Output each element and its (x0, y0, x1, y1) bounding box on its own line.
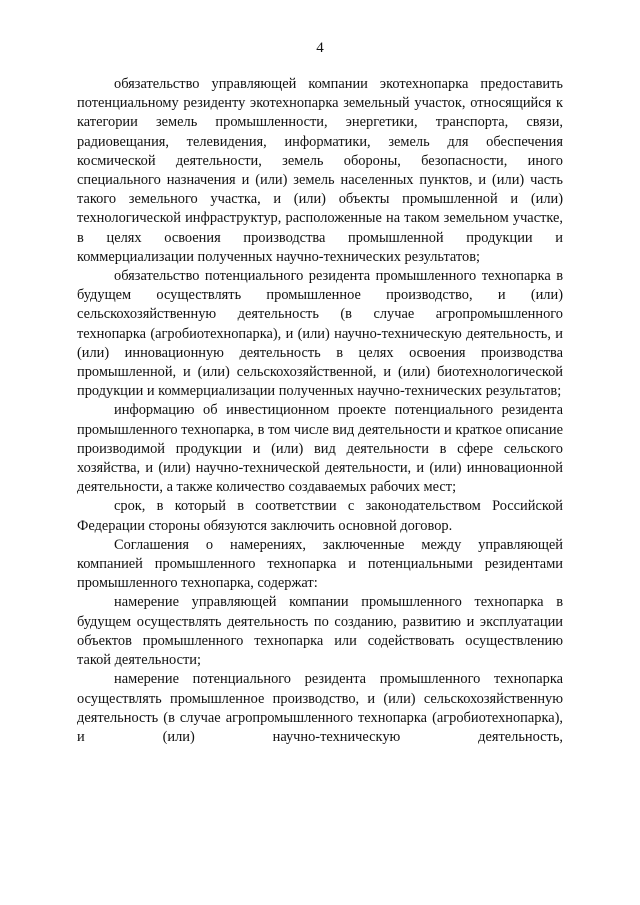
paragraph: информацию об инвестиционном проекте потенциального резидента промышленного технопарка, в том числе вид деятельности и краткое описание производимой продукции и (или) вид деятельности в сфере сельского хозяйства, и (или) научно-технической деятельности, и (или) инновационной деятельности, а также количество создаваемых рабочих мест; (77, 402, 563, 496)
paragraph: обязательство потенциального резидента промышленного технопарка в будущем осуществлять промышленное производство, и (или) сельскохозяйственную деятельность (в случае агропромышленного технопарка (агробиотехнопарка), и (или) научно-техническую деятельность, и (или) инновационную деятельность в целях освоения производства промышленной, и (или) сельскохозяйственной, и (или) биотехнологической продукции и коммерциализации полученных научно-технических результатов; (77, 268, 563, 400)
document-body (77, 75, 563, 747)
paragraph: намерение управляющей компании промышленного технопарка в будущем осуществлять деятельность по созданию, развитию и эксплуатации объектов промышленного технопарка или содействовать осуществлению такой деятельности; (77, 594, 563, 669)
page-number: 4 (316, 40, 324, 56)
paragraph: обязательство управляющей компании экотехнопарка предоставить потенциальному резиденту экотехнопарка земельный участок, относящийся к категории земель промышленности, энергетики, транспорта, связи, радиовещания, телевидения, информатики, земель для обеспечения космической деятельности, земель обороны, безопасности, иного специального назначения и (или) земель населенных пунктов, и (или) часть такого земельного участка, и (или) объекты промышленной и (или) технологической инфраструктур, расположенные на таком земельном участке, в целях освоения производства промышленной продукции и коммерциализации полученных научно-технических результатов; (77, 76, 563, 265)
paragraph: срок, в который в соответствии с законодательством Российской Федерации стороны обязуются заключить основной договор. (77, 498, 563, 534)
paragraph: намерение потенциального резидента промышленного технопарка осуществлять промышленное производство, и (или) сельскохозяйственную деятельность (в случае агропромышленного технопарка (агробиотехнопарка), и (или) научно-техническую деятельность, (77, 671, 563, 745)
paragraph: Соглашения о намерениях, заключенные между управляющей компанией промышленного технопарка и потенциальными резидентами промышленного технопарка, содержат: (77, 536, 563, 592)
